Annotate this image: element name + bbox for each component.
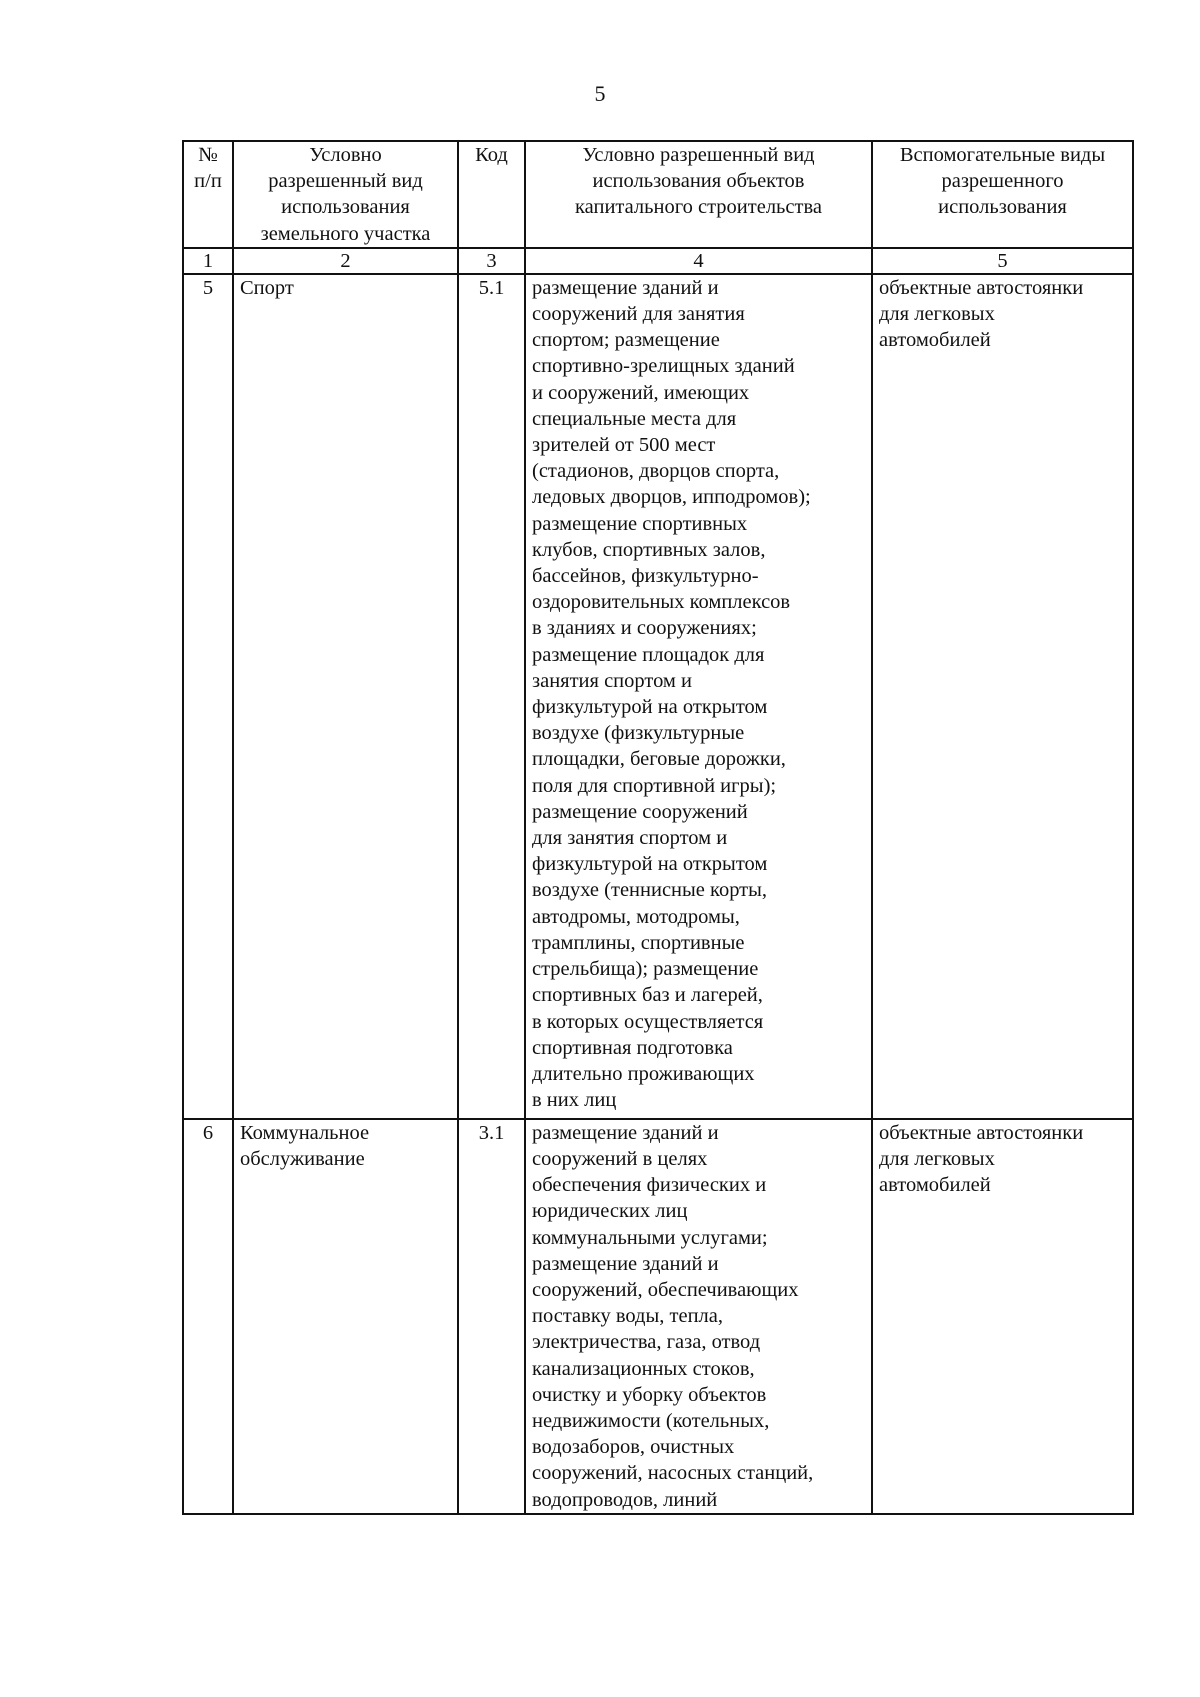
row-code: 3.1 [458, 1119, 525, 1514]
row-num: 5 [183, 274, 233, 1119]
header-num: № п/п [183, 141, 233, 248]
header-code: Код [458, 141, 525, 248]
header-capital-use: Условно разрешенный вид использования объектов капитального строительства [525, 141, 872, 248]
column-number: 5 [872, 248, 1133, 274]
column-number-row [183, 248, 1133, 274]
row-aux-use: объектные автостоянки для легковых автомобилей [872, 1119, 1133, 1514]
row-land-use: Коммунальное обслуживание [233, 1119, 458, 1514]
column-number: 4 [525, 248, 872, 274]
header-land-use: Условно разрешенный вид использования земельного участка [233, 141, 458, 248]
row-capital-use: размещение зданий и сооружений в целях обеспечения физических и юридических лиц коммунальными услугами; размещение зданий и сооружений, обеспечивающих поставку воды, тепла, электричества, газа, отвод канализационных стоков, очистку и уборку объектов недвижимости (котельных, водозаборов, очистных сооружений, насосных станций, водопроводов, линий [525, 1119, 872, 1514]
table-row [183, 274, 1133, 1119]
page-number: 5 [594, 81, 606, 106]
row-capital-use: размещение зданий и сооружений для занятия спортом; размещение спортивно-зрелищных зданий и сооружений, имеющих специальные места для зрителей от 500 мест (стадионов, дворцов спорта, ледовых дворцов, ипподромов); размещение спортивных клубов, спортивных залов, бассейнов, физкультурно- оздоровительных комплексов в зданиях и сооружениях; размещение площадок для занятия спортом и физкультурой на открытом воздухе (физкультурные площадки, беговые дорожки, поля для спортивной игры); размещение сооружений для занятия спортом и физкультурой на открытом воздухе (теннисные корты, автодромы, мотодромы, трамплины, спортивные стрельбища); размещение спортивных баз и лагерей, в которых осуществляется спортивная подготовка длительно проживающих в них лиц [525, 274, 872, 1119]
table-header-row [183, 141, 1133, 248]
header-aux-use: Вспомогательные виды разрешенного использования [872, 141, 1133, 248]
column-number: 1 [183, 248, 233, 274]
row-num: 6 [183, 1119, 233, 1514]
column-number: 3 [458, 248, 525, 274]
land-use-table [182, 140, 1134, 1515]
row-code: 5.1 [458, 274, 525, 1119]
row-land-use: Спорт [233, 274, 458, 1119]
row-aux-use: объектные автостоянки для легковых автомобилей [872, 274, 1133, 1119]
table-row [183, 1119, 1133, 1514]
column-number: 2 [233, 248, 458, 274]
